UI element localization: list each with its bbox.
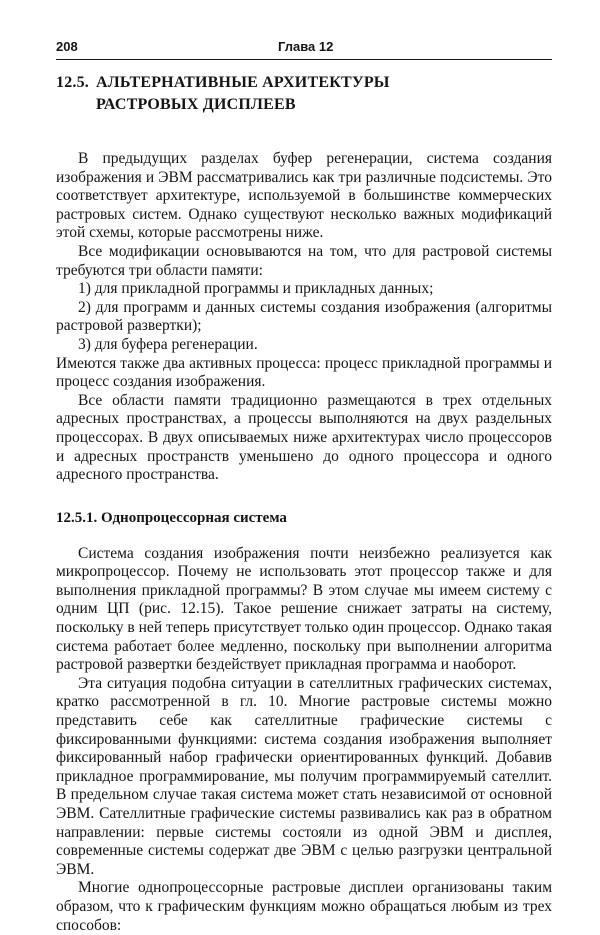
subsection-heading (56, 509, 552, 527)
section-title-line2: РАСТРОВЫХ ДИСПЛЕЕВ (96, 96, 296, 113)
book-page (56, 38, 552, 935)
section-body (56, 150, 552, 485)
subsection-body (56, 545, 552, 935)
paragraph: Все области памяти традиционно размещаются в трех отдельных адресных пространствах, а процессы выполняются на двух раздельных процессорах. В двух описываемых ниже архитектурах число процессоров и адресных пространств уменьшено до одного процессора и одного адресного пространства. (56, 391, 552, 484)
section-heading (56, 72, 552, 116)
paragraph: Эта ситуация подобна ситуации в сателлитных графических системах, кратко рассмотренной в гл. 10. Многие растровые системы можно представить себе как сателлитные графические системы с фиксированными функциями: система создания изображения выполняет фиксированный набор графически ориентированных функций. Добавив прикладное программирование, мы получим программируемый сателлит. В предельном случае такая система может стать независимой от основной ЭВМ. Сателлитные графические системы развивались как раз в обратном направлении: первые системы состояли из одной ЭВМ и дисплея, современные системы содержат две ЭВМ с целью разгрузки центральной ЭВМ. (56, 674, 552, 878)
paragraph: Все модификации основываются на том, что для растровой системы требуются три области памяти: (56, 242, 552, 279)
page-number: 208 (56, 39, 78, 54)
subsection-title: Однопроцессорная система (101, 509, 287, 526)
subsection-number: 12.5.1. (56, 509, 98, 526)
paragraph: Имеются также два активных процесса: процесс прикладной программы и процесс создания изображения. (56, 354, 552, 391)
chapter-label: Глава 12 (278, 39, 334, 54)
list-item: 2) для программ и данных системы создания изображения (алгоритмы растровой развертки); (56, 298, 552, 335)
paragraph: Система создания изображения почти неизбежно реализуется как микропроцессор. Почему не использовать этот процессор также и для выполнения прикладной программы? В этом случае мы имеем систему с одним ЦП (рис. 12.15). Такое решение снижает затраты на систему, поскольку в ней теперь присутствует только один процессор. Однако такая система работает более медленно, поскольку при выполнении алгоритма растровой развертки бездействует прикладная программа и наоборот. (56, 544, 552, 674)
running-head (56, 38, 552, 56)
paragraph: Многие однопроцессорные растровые дисплеи организованы таким образом, что к графическим функциям можно обращаться любым из трех способов: (56, 879, 552, 934)
list-item: 1) для прикладной программы и прикладных данных; (78, 280, 434, 298)
section-title-line1: АЛЬТЕРНАТИВНЫЕ АРХИТЕКТУРЫ (96, 74, 390, 91)
header-rule (56, 59, 552, 60)
list-item: 3) для буфера регенерации. (78, 335, 258, 353)
paragraph: В предыдущих разделах буфер регенерации, система создания изображения и ЭВМ рассматривались как три различные подсистемы. Это соответствует архитектуре, используемой в большинстве коммерческих растровых систем. Однако существуют несколько важных модификаций этой схемы, которые рассмотрены ниже. (56, 150, 552, 242)
section-number: 12.5. (56, 74, 89, 91)
